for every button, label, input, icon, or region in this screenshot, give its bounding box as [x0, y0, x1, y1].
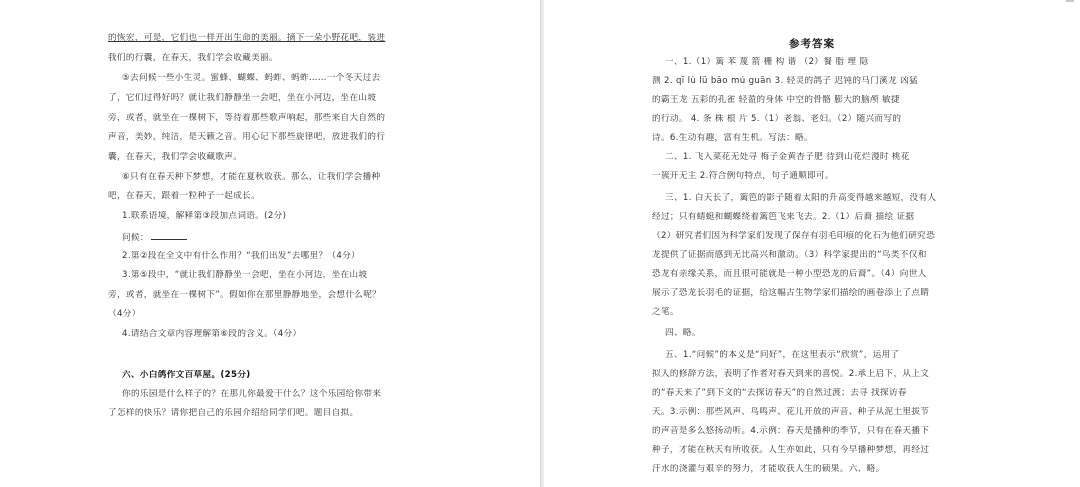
- section-heading: 六、小白鸽作文百草屋。(25分): [122, 370, 251, 380]
- text-line: ⑤去问候一些小生灵。蜜蜂、蝴蝶、蚂蚱、蚂蚱……一个冬天过去: [122, 73, 381, 83]
- text-line: 四、略。: [665, 328, 701, 338]
- text-line: 的“春天来了”到下文的“去探访春天”的自然过渡；去寻 找探访春: [652, 388, 907, 398]
- corner-mark: [1066, 0, 1074, 2]
- text-line: 的霸王龙 五彩的孔雀 轻盈的身体 中空的骨骼 膨大的脑颅 敏捷: [652, 95, 900, 105]
- text-line: 吧，在春天，跟着一粒种子一起成长。: [108, 191, 261, 201]
- text-line: 的行动。 4. 条 株 根 片 5.（1）老翁、老妇。（2）随兴而写的: [652, 114, 902, 124]
- text-line: 声音，美妙，纯洁，是天籁之音。用心记下那些旋律吧，放进我们的行: [108, 132, 386, 142]
- text-line: （4分）: [108, 309, 141, 319]
- answer-label: 问候：: [122, 233, 149, 243]
- text-line: 龙提供了证据而感到无比高兴和激动。（3）科学家提出的“鸟类不仅和: [652, 250, 927, 260]
- text-line: 一簇开无主 2.符合例句特点，句子通顺即可。: [652, 171, 834, 181]
- text-line: 之笔。: [652, 307, 679, 317]
- text-line: 我们的行囊，在春天，我们学会收藏美丽。: [108, 53, 278, 63]
- text-line: 了怎样的快乐？请你把自己的乐园介绍给同学们吧。题目自拟。: [108, 408, 359, 418]
- text-line: 种子，才能在秋天有所收获。人生亦如此，只有今早播种梦想，再经过: [652, 445, 930, 455]
- question-4: 4.请结合文章内容理解第⑥段的含义。（4分）: [122, 329, 302, 339]
- text-line: 你的乐园是什么样子的？在那儿你最爱干什么？这个乐园给你带来: [122, 389, 382, 399]
- text-line: 拟人的修辞方法，表明了作者对春天到来的喜悦。2.承上启下，从上文: [652, 369, 930, 379]
- text-line: ⑥只有在春天种下梦想，才能在夏秋收获。那么，让我们学会播种: [122, 172, 381, 182]
- answer-blank[interactable]: [151, 231, 187, 240]
- question-3: 3.第⑤段中，“就让我们静静坐一会吧，坐在小河边，坐在山坡: [122, 270, 368, 280]
- text-line: 了，它们过得好吗？就让我们静静坐一会吧，坐在小河边，坐在山坡: [108, 93, 377, 103]
- text-line: 恐龙有亲缘关系，而且很可能就是一种小型恐龙的后裔”。（4）向世人: [652, 269, 927, 279]
- text-line: 诗。6.生动有趣，富有生机。写法：略。: [652, 133, 813, 143]
- question-2: 2.第②段在全文中有什么作用？“我们出发”去哪里？（4分）: [122, 251, 361, 261]
- text-line: 囊，在春天，我们学会收藏歌声。: [108, 152, 243, 162]
- text-line: 经过；只有蜻蜓和蝴蝶绕着篱笆飞来飞去。2.（1）后裔 描绘 证据: [652, 212, 915, 222]
- text-line: 五、1.“问候”的本义是“问好”，在这里表示“欣赏”，运用了: [665, 350, 900, 360]
- answer-blank-line: [122, 231, 438, 244]
- text-line: （2）研究者们因为科学家们发现了保存有羽毛印痕的化石为他们研究恐: [652, 231, 936, 241]
- text-line: 天。3.示例：那些风声、鸟鸣声、花儿开放的声音、种子从泥土里拔节: [652, 407, 930, 417]
- text-line: 旁，或者，就坐在一棵树下，等待着那些歌声响起，那些来自大自然的: [108, 113, 386, 123]
- text-line: 测 2. qī lù lǜ bāo mú guān 3. 轻灵的鸽子 迟钝的马门溪龙 凶猛: [652, 76, 919, 86]
- answer-title: 参考答案: [789, 38, 835, 50]
- text-line: 二、1. 飞入菜花无处寻 梅子金黄杏子肥 待到山花烂漫时 桃花: [665, 152, 910, 162]
- text-line: 展示了恐龙长羽毛的证据，给这幅古生物学家们描绘的画卷添上了点睛: [652, 288, 930, 298]
- text-line: 旁，或者，就坐在一棵树下”。假如你在那里静静地坐，会想什么呢？: [108, 290, 382, 300]
- text-line: 一、1.（1）篱 苯 蔑 箭 栅 构 谐 （2）餐 脂 埋 隐: [665, 57, 869, 67]
- text-line: 三、1. 白天长了，篱笆的影子随着太阳的升高变得越来越短，没有人: [665, 193, 937, 203]
- question-1: 1.联系语境，解释第③段加点词语。(2分): [122, 211, 287, 221]
- text-line: 的恢宏，可是，它们也一样开出生命的美丽。摘下一朵小野花吧，装进: [108, 33, 386, 43]
- text-line: 汗水的浇灌与艰辛的努力，才能收获人生的硕果。六、略。: [652, 464, 885, 474]
- text-line: 的声音是多么悠扬动听。4.示例：春天是播种的季节，只有在春天播下: [652, 426, 930, 436]
